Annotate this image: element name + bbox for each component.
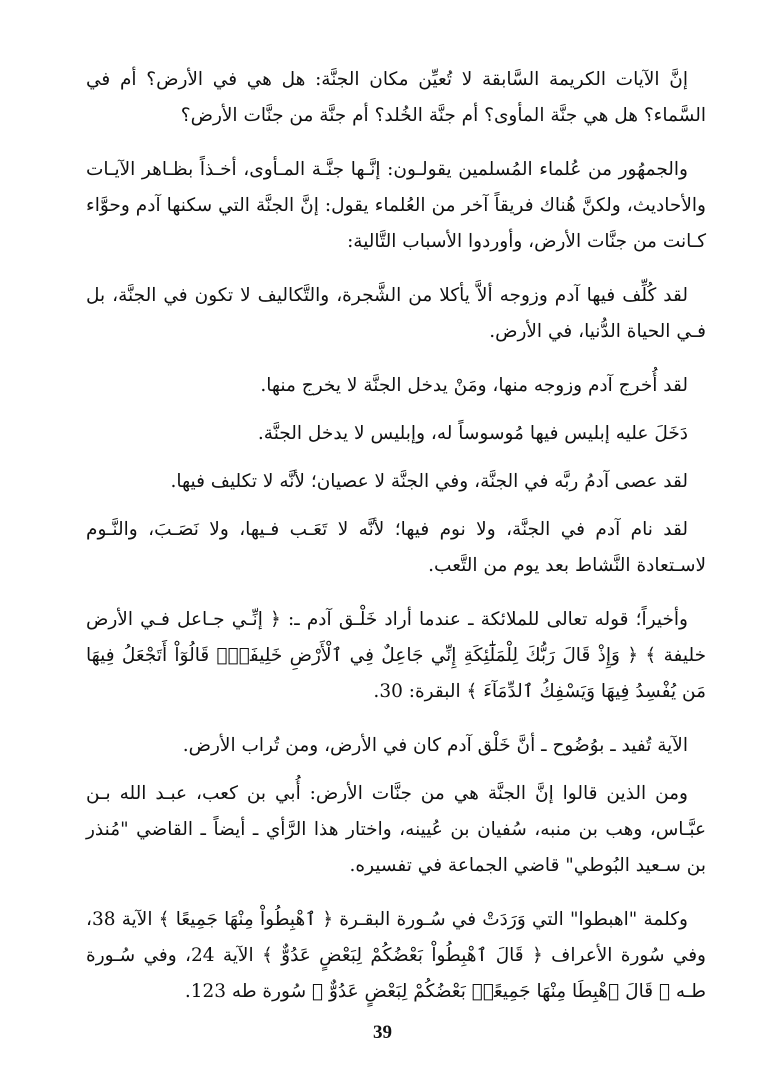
paragraph-reason-sleep: لقد نام آدم في الجنَّة، ولا نوم فيها؛ لأنَّه لا تَعَـب فـيها، ولا نَصَـبَ، والنَّـوم لاسـتعادة النَّشاط بعد يوم من التَّعب. <box>86 519 706 576</box>
page-body <box>86 62 706 1028</box>
paragraph-reason-obligation: لقد كُلِّف فيها آدم وزوجه ألاَّ يأكلا من الشَّجرة، والتَّكاليف لا تكون في الجنَّة، بل فـي الحياة الدُّنيا، في الأرض. <box>86 285 706 342</box>
paragraph-reason-expulsion: لقد أُخرج آدم وزوجه منها، ومَنْ يدخل الجنَّة لا يخرج منها. <box>260 375 688 396</box>
paragraph-location-question: إنَّ الآيات الكريمة السَّابقة لا تُعيِّن مكان الجنَّة: هل هي في الأرض؟ أم في السَّماء؟ هل هي جنَّة المأوى؟ أم جنَّة الخُلد؟ أم جنَّة من جنَّات الأرض؟ <box>86 69 706 126</box>
paragraph-scholars-list: ومن الذين قالوا إنَّ الجنَّة هي من جنَّات الأرض: أُبي بن كعب، عبـد الله بـن عبَّـاس، وهب بن منبه، سُفيان بن عُيينه، واختار هذا الرَّأي ـ أيضاً ـ القاضي "مُنذر بن سـعيد البُوطي" قاضي الجماعة في تفسيره. <box>86 783 706 876</box>
paragraph-reason-iblis: دَخَلَ عليه إبليس فيها مُوسوساً له، وإبليس لا يدخل الجنَّة. <box>257 423 688 444</box>
paragraph-quran-khalifa: وأخيراً؛ قوله تعالى للملائكة ـ عندما أراد خَلْـق آدم ـ: ﴿ إنِّـي جـاعل فـي الأرض خليفة ﴾ ﴿ وَإِذْ قَالَ رَبُّكَ لِلْمَلَٰٓئِكَةِ إِنِّي جَاعِلٌ فِي ٱلْأَرْضِ خَلِيفَةًۖ قَالُوٓاْ أَتَجْعَلُ فِيهَا مَن يُفْسِدُ فِيهَا وَيَسْفِكُ ٱلدِّمَآءَ ﴾ البقرة: 30. <box>86 609 706 702</box>
paragraph-reason-disobedience: لقد عصى آدمُ ربَّه في الجنَّة، وفي الجنَّة لا عصيان؛ لأنَّه لا تكليف فيها. <box>170 471 688 492</box>
paragraph-majority-opinion: والجمهُور من عُلماء المُسلمين يقولـون: إنَّـها جنَّـة المـأوى، أخـذاً بظـاهر الآيـات والأحاديث، ولكنَّ هُناك فريقاً آخر من العُلماء يقول: إنَّ الجنَّة التي سكنها آدم وحوَّاء كـانت من جنَّات الأرض، وأوردوا الأسباب التَّالية: <box>86 159 706 252</box>
page-number: 39 <box>373 1022 392 1043</box>
paragraph-verse-meaning: الآية تُفيد ـ بوُضُوح ـ أنَّ خَلْق آدم كان في الأرض، ومن تُراب الأرض. <box>182 735 688 756</box>
paragraph-ihbitu-word: وكلمة "اهبطوا" التي وَرَدَتْ في سُـورة البقـرة ﴿ ٱهْبِطُواْ مِنْهَا جَمِيعًا ﴾ الآية 38، وفي سُورة الأعراف ﴿ قَالَ ٱهْبِطُواْ بَعْضُكُمْ لِبَعْضٍ عَدُوٌّ ﴾ الآية 24، وفي سُـورة طـه ﴿ قَالَ ٱهْبِطَا مِنْهَا جَمِيعًاۖ بَعْضُكُمْ لِبَعْضٍ عَدُوٌّ ﴾ سُورة طه 123. <box>86 909 706 1002</box>
